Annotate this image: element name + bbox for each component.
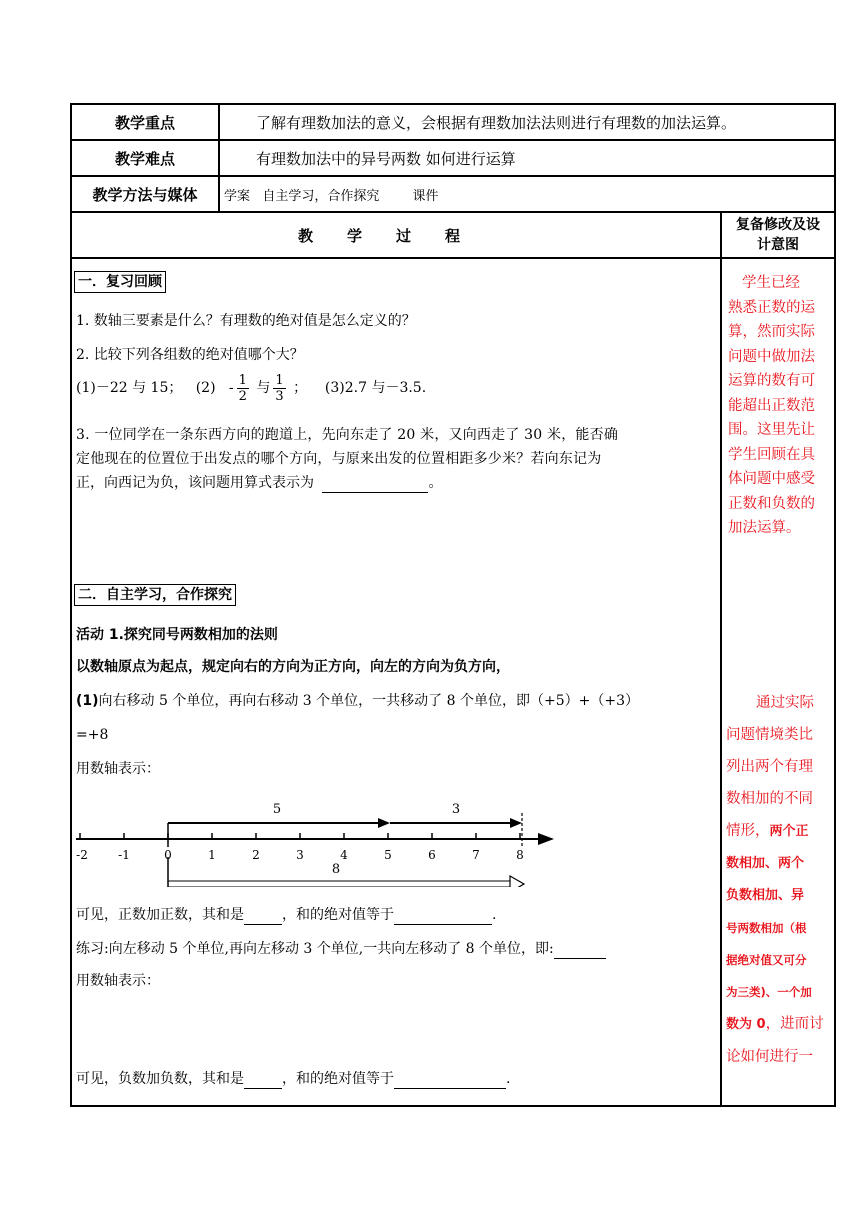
design-note-line: 通过实际 xyxy=(756,695,814,711)
section2-title: 二．自主学习，合作探究 xyxy=(74,584,236,606)
tick-label: 2 xyxy=(252,848,260,862)
conclusion1-end: . xyxy=(492,907,497,923)
q2-mid: 与 xyxy=(256,380,271,396)
method-label: 教学方法与媒体 xyxy=(71,176,219,212)
arrow-move-5 xyxy=(168,802,390,847)
design-note-line: 负数相加、异 xyxy=(726,888,805,903)
blank-sign-positive[interactable] xyxy=(244,908,282,925)
review-question-2-parts xyxy=(76,369,426,407)
row-key-point xyxy=(71,104,835,140)
review-question-1: 1. 数轴三要素是什么？有理数的绝对值是怎么定义的？ xyxy=(76,313,416,329)
conclusion1-a: 可见，正数加正数，其和是 xyxy=(76,907,244,923)
conclusion-positive-sum xyxy=(76,905,496,925)
design-note-line: 为三类)、一个加 xyxy=(726,985,812,999)
key-point-label: 教学重点 xyxy=(71,104,219,140)
process-header: 教学过程 xyxy=(71,212,721,258)
arrow-label-5: 5 xyxy=(272,802,282,817)
q3-end: 。 xyxy=(428,475,443,491)
design-note-line: 数相加的不同 xyxy=(726,791,813,807)
tick-label: -1 xyxy=(118,848,130,862)
design-note-explore xyxy=(726,687,834,1073)
activity-intro xyxy=(76,657,510,677)
difficulty-text: 有理数加法中的异号两数 如何进行运算 xyxy=(219,140,835,176)
design-note-line: 列出两个有理 xyxy=(726,759,813,775)
tick-label: 4 xyxy=(340,848,348,862)
review-question-3-line3 xyxy=(76,473,442,493)
side-header-line1: 复备修改及设 xyxy=(736,217,820,233)
number-line-diagram xyxy=(72,777,572,887)
design-note-line: 情形，两个正 xyxy=(726,823,809,839)
intro-bold: 原点为起点，规定向右的方向为正方向，向左的方向为负方向， xyxy=(118,659,510,675)
number-line-axis xyxy=(76,833,554,845)
frac1-den: 2 xyxy=(238,388,247,404)
tick-label: 6 xyxy=(428,848,436,862)
design-note-bold: 两个正 xyxy=(769,824,809,839)
key-point-text: 了解有理数加法的意义，会根据有理数加法法则进行有理数的加法运算。 xyxy=(219,104,835,140)
design-note-line: 论如何进行一 xyxy=(726,1049,813,1065)
conclusion2-a: 可见，负数加负数，其和是 xyxy=(76,1071,244,1087)
design-note-line: 号两数相加（根 xyxy=(726,921,807,935)
design-note-line: 熟悉正数的运 xyxy=(728,299,815,316)
axis-prompt-2: 用数轴表示： xyxy=(76,973,160,989)
design-note-line: 问题情境类比 xyxy=(726,727,813,743)
review-question-3-line2: 定他现在的位置位于出发点的哪个方向，与原来出发的位置相距多少米？若向东记为 xyxy=(76,451,602,467)
design-note-line: 学生回顾在具 xyxy=(728,446,815,463)
blank-practice-expression[interactable] xyxy=(554,942,606,959)
tick-label: -2 xyxy=(76,848,88,862)
conclusion2-b: ，和的绝对值等于 xyxy=(282,1071,394,1087)
blank-sign-negative[interactable] xyxy=(244,1072,282,1089)
difficulty-label: 教学难点 xyxy=(71,140,219,176)
arrow-move-3 xyxy=(390,802,522,847)
design-note-line: 加法运算。 xyxy=(728,520,801,536)
lesson-plan-table xyxy=(70,103,836,1107)
row-process-body xyxy=(71,258,835,1106)
practice-text: 练习:向左移动 5 个单位,再向左移动 3 个单位,一共向左移动了 8 个单位，即: xyxy=(76,941,554,957)
activity-item-1 xyxy=(76,691,639,711)
lesson-plan-page xyxy=(70,103,834,1107)
design-note-line: 数为 0，进而讨 xyxy=(726,1016,824,1032)
design-note-line: 问题中做加法 xyxy=(728,348,815,365)
blank-abs-negative[interactable] xyxy=(394,1072,506,1089)
review-question-2: 2. 比较下列各组数的绝对值哪个大？ xyxy=(76,347,304,363)
design-note-line: 数相加、两个 xyxy=(726,856,805,871)
q2-part-a: (1)－22 与 15； (2) - xyxy=(76,380,234,396)
tick-label: 8 xyxy=(516,848,524,862)
tick-label: 1 xyxy=(208,848,216,862)
item1-num: (1) xyxy=(76,693,99,709)
frac2-den: 3 xyxy=(275,388,284,404)
tick-label: 0 xyxy=(164,848,172,862)
design-note-line: 学生已经 xyxy=(742,275,800,291)
design-note-line: 运算的数有可 xyxy=(728,373,815,389)
process-content xyxy=(71,258,721,1106)
tick-label: 5 xyxy=(384,848,392,862)
frac1-num: 1 xyxy=(238,372,247,388)
section1-title: 一．复习回顾 xyxy=(74,271,166,293)
design-note-line: 围。这里先让 xyxy=(728,422,815,438)
side-header-line2: 计意图 xyxy=(757,237,799,253)
activity-item-1-result: =+8 xyxy=(76,727,109,743)
design-note-line: 算，然而实际 xyxy=(728,324,815,340)
arrow-label-3: 3 xyxy=(451,802,461,817)
item1-text: 向右移动 5 个单位，再向右移动 3 个单位，一共移动了 8 个单位，即（+5）+（+3） xyxy=(98,693,639,709)
design-note-line: 体问题中感受 xyxy=(728,471,815,487)
frac2-num: 1 xyxy=(275,372,284,388)
blank-abs-positive[interactable] xyxy=(394,908,492,925)
review-question-3-line1: 3. 一位同学在一条东西方向的跑道上，先向东走了 20 米，又向西走了 30 米，能否确 xyxy=(76,427,619,443)
design-intent-column xyxy=(721,258,835,1106)
design-note-review xyxy=(728,271,836,541)
design-note-line: 能超出正数范 xyxy=(728,397,815,414)
q3-line3-text: 正，向西记为负，该问题用算式表示为 xyxy=(76,475,314,491)
method-text: 学案 自主学习，合作探究 课件 xyxy=(219,176,835,212)
practice-line xyxy=(76,939,606,959)
axis-prompt-1: 用数轴表示： xyxy=(76,761,160,777)
design-note-line: 正数和负数的 xyxy=(728,495,815,512)
arrow-label-8: 8 xyxy=(331,862,341,877)
row-method xyxy=(71,176,835,212)
activity-1-title: 活动 1.探究同号两数相加的法则 xyxy=(76,627,278,643)
row-difficulty xyxy=(71,140,835,176)
design-note-bold: 数为 0 xyxy=(726,1017,766,1032)
side-header xyxy=(721,212,835,258)
fraction-one-third xyxy=(273,373,285,404)
fraction-one-half xyxy=(237,373,249,404)
tick-label: 7 xyxy=(472,848,480,862)
number-line-ticks xyxy=(76,833,524,862)
conclusion2-end: . xyxy=(506,1071,511,1087)
conclusion1-b: ，和的绝对值等于 xyxy=(282,907,394,923)
q2-part-b: ； (3)2.7 与－3.5. xyxy=(293,380,427,396)
conclusion-negative-sum xyxy=(76,1069,510,1089)
row-process-header xyxy=(71,212,835,258)
design-note-line: 据绝对值又可分 xyxy=(726,953,807,967)
answer-blank-expression[interactable] xyxy=(322,476,428,493)
tick-label: 3 xyxy=(296,848,304,862)
intro-pre: 以数轴 xyxy=(76,659,118,675)
